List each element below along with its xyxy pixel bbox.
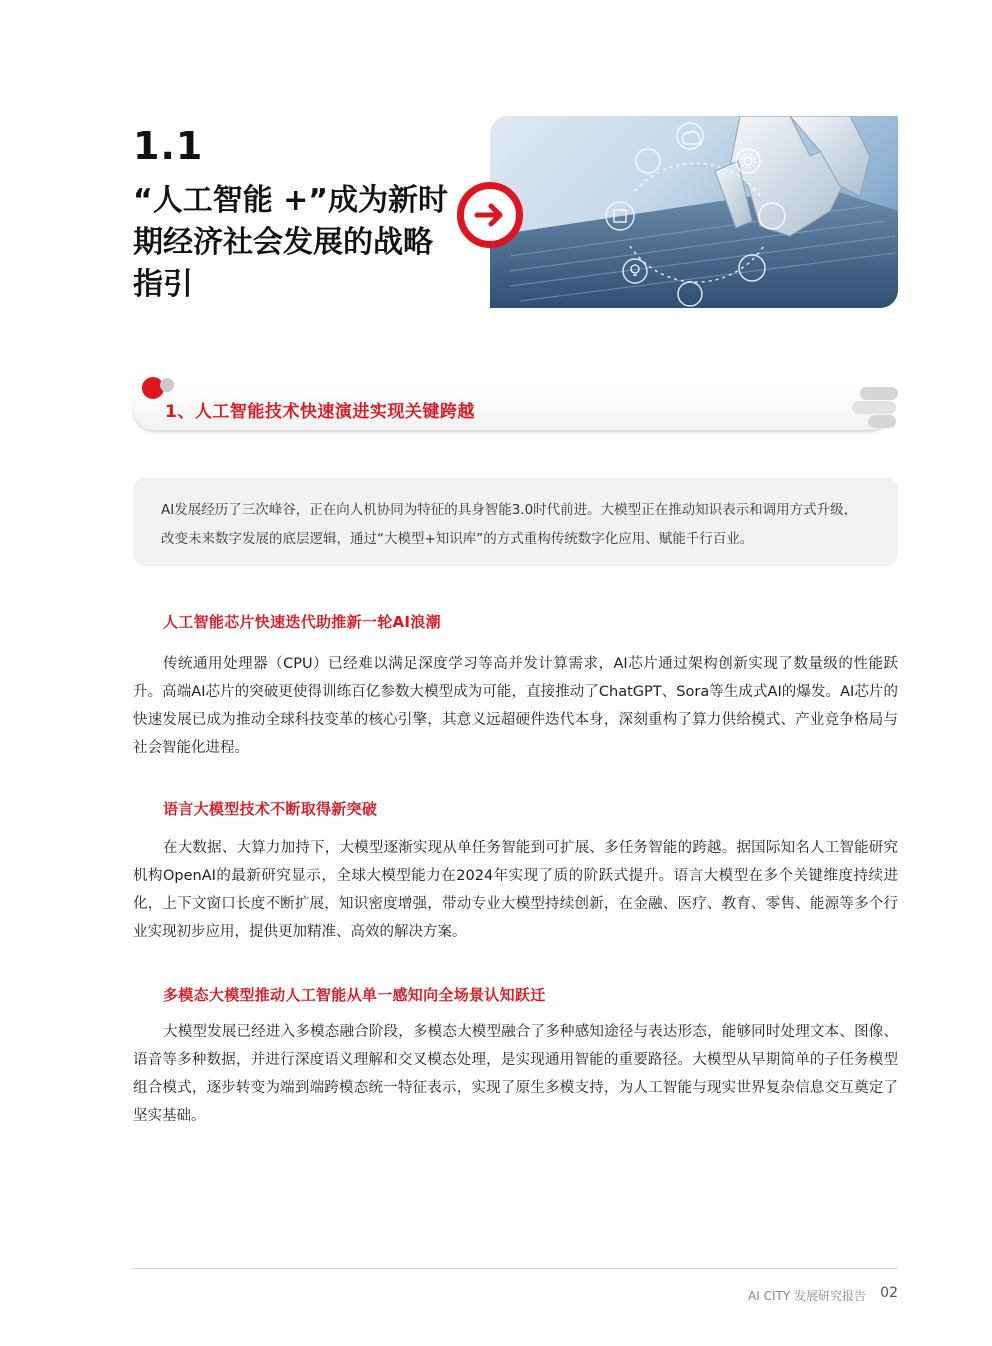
arrow-right-icon (457, 182, 523, 248)
page-number: 02 (880, 1285, 898, 1301)
paragraph-ai-chips: 传统通用处理器（CPU）已经难以满足深度学习等高并发计算需求，AI芯片通过架构创新实现了数量级的性能跃升。高端AI芯片的突破更使得训练百亿参数大模型成为可能，直接推动了ChatGPT、Sora等生成式AI的爆发。AI芯片的快速发展已成为推动全球科技变革的核心引擎，其意义远超硬件迭代本身，深刻重构了算力供给模式、产业竞争格局与社会智能化进程。 (133, 656, 898, 756)
banner-decoration (838, 386, 898, 432)
hero-image-robot-hand-keyboard (490, 116, 898, 308)
section-title: “人工智能 +”成为新时期经济社会发展的战略指引 (133, 183, 449, 302)
banner-dot-grey (160, 378, 174, 392)
subheading-multimodal-models: 多模态大模型推动人工智能从单一感知向全场景认知跃迁 (163, 986, 546, 1004)
paragraph-language-models: 在大数据、大算力加持下，大模型逐渐实现从单任务智能到可扩展、多任务智能的跨越。据国际知名人工智能研究机构OpenAI的最新研究显示，全球大模型能力在2024年实现了质的阶跃式提升。语言大模型在多个关键维度持续进化，上下文窗口长度不断扩展，知识密度增强，带动专业大模型持续创新，在金融、医疗、教育、零售、能源等多个行业实现初步应用，提供更加精准、高效的解决方案。 (133, 840, 898, 940)
cloud-icon (682, 131, 700, 144)
paragraph-multimodal-models: 大模型发展已经进入多模态融合阶段，多模态大模型融合了多种感知途径与表达形态，能够同时处理文本、图像、语音等多种数据，并进行深度语义理解和交叉模态处理，是实现通用智能的重要路径。大模型从早期简单的子任务模型组合模式，逐步转变为端到端跨模态统一特征表示，实现了原生多模支持，为人工智能与现实世界复杂信息交互奠定了坚实基础。 (133, 1024, 898, 1124)
banner-title: 1、人工智能技术快速演进实现关键跨越 (165, 402, 475, 422)
summary-box: AI发展经历了三次峰谷，正在向人机协同为特征的具身智能3.0时代前进。大模型正在推动知识表示和调用方式升级，改变未来数字发展的底层逻辑，通过“大模型+知识库”的方式重构传统数字化应用、赋能千行百业。 (133, 478, 898, 566)
footer-divider (133, 1268, 898, 1269)
section-banner (133, 386, 898, 432)
section-number: 1.1 (133, 124, 204, 168)
subheading-language-models: 语言大模型技术不断取得新突破 (163, 800, 378, 818)
footer-report-name: AI CITY 发展研究报告 (748, 1289, 866, 1303)
subheading-ai-chips: 人工智能芯片快速迭代助推新一轮AI浪潮 (163, 613, 441, 631)
